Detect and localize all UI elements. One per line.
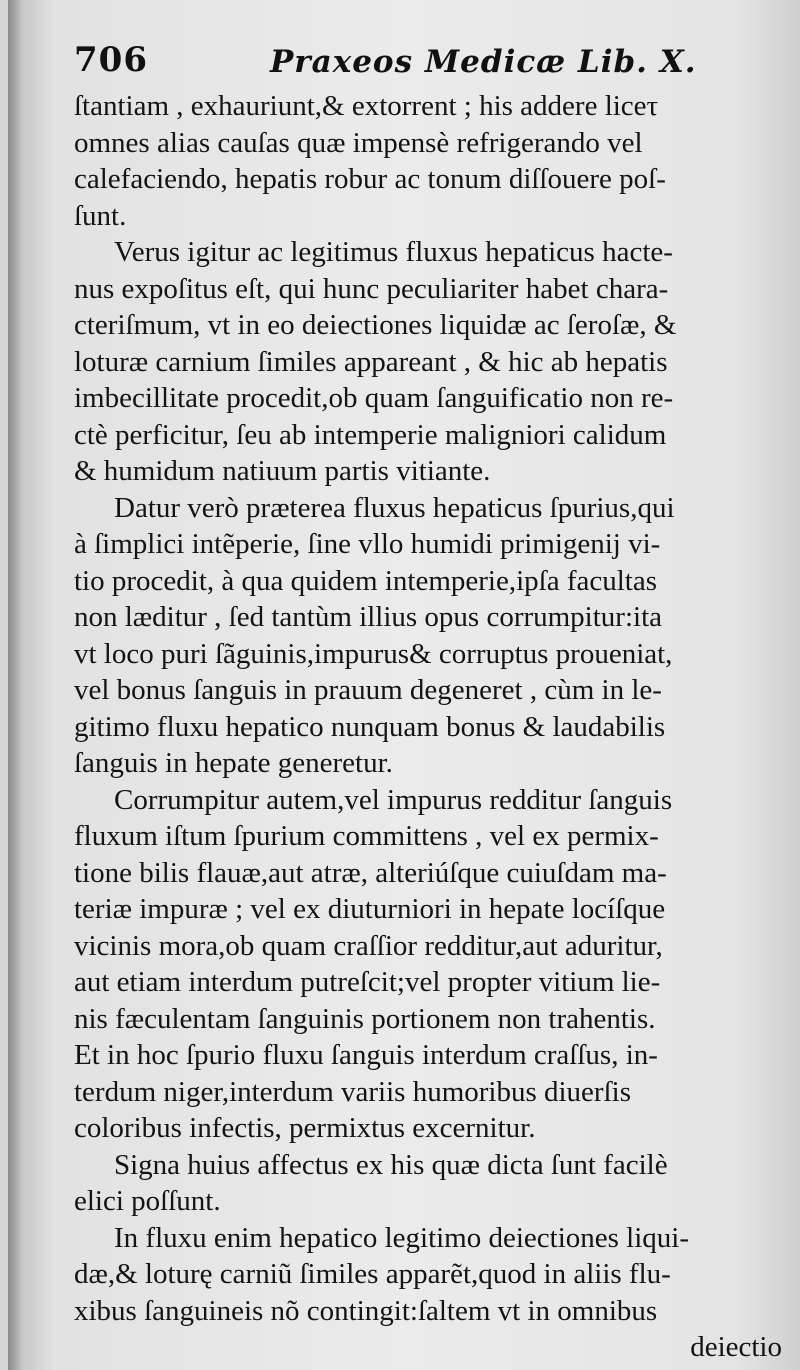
text-line: vel bonus ſanguis in prauum degeneret , cùm in le- <box>74 674 662 706</box>
text-line: In fluxu enim hepatico legitimo deiectiones liqui- <box>114 1221 690 1254</box>
text-line: Corrumpitur autem,vel impurus redditur ſanguis <box>114 783 673 816</box>
text-line: & humidum natiuum partis vitiante. <box>74 455 491 487</box>
text-line: vicinis mora,ob quam craſſior redditur,aut aduritur, <box>74 929 663 962</box>
text-line: vt loco puri ſãguinis,impurus& corruptus proueniat, <box>74 637 673 670</box>
text-line: Datur verò præterea fluxus hepaticus ſpurius,qui <box>114 491 675 524</box>
text-line: Verus igitur ac legitimus fluxus hepaticus hacte- <box>114 236 673 268</box>
text-line: loturæ carnium ſimiles appareant , & hic ab hepatis <box>74 345 668 378</box>
text-line: tio procedit, à qua quidem intemperie,ipſa facultas <box>74 564 658 597</box>
page-header <box>74 40 770 90</box>
text-line: coloribus infectis, permixtus excernitur. <box>74 1112 536 1144</box>
page-gutter-shadow <box>8 0 22 1370</box>
catchword: deiectio <box>690 1331 782 1363</box>
text-line: ſtantiam , exhauriunt,& extorrent ; his addere liceτ <box>74 90 659 122</box>
text-line: cteriſmum, vt in eo deiectiones liquidæ ac ſeroſæ, & <box>74 309 677 341</box>
text-line: imbecillitate procedit,ob quam ſanguificatio non re- <box>74 382 674 414</box>
text-line: gitimo fluxu hepatico nunquam bonus & laudabilis <box>74 710 666 743</box>
text-line: terdum niger,interdum variis humoribus diuerſis <box>74 1075 631 1108</box>
text-line: Et in hoc ſpurio fluxu ſanguis interdum craſſus, in- <box>74 1039 658 1071</box>
page-number: 706 <box>74 40 148 80</box>
text-line: calefaciendo, hepatis robur ac tonum diſſouere poſ- <box>74 163 666 195</box>
text-line: ctè perficitur, ſeu ab intemperie maligniori calidum <box>74 418 667 451</box>
text-line: ſanguis in hepate generetur. <box>74 747 393 779</box>
text-line: aut etiam interdum putreſcit;vel propter vitium lie- <box>74 966 661 998</box>
text-line: teriæ impuræ ; vel ex diuturniori in hepate locíſque <box>74 893 666 925</box>
text-line: elici poſſunt. <box>74 1185 221 1217</box>
text-line: non læditur , ſed tantùm illius opus corrumpitur:ita <box>74 601 663 633</box>
body-text <box>74 88 782 1366</box>
book-page <box>8 0 800 1370</box>
text-line: fluxum iſtum ſpurium committens , vel ex permix- <box>74 820 659 852</box>
text-line: Signa huius affectus ex his quæ dicta ſunt facilè <box>114 1148 668 1181</box>
text-line: dæ,& loturę carniũ ſimiles apparẽt,quod in aliis flu- <box>74 1258 671 1290</box>
text-line: omnes alias cauſas quæ impensè refrigerando vel <box>74 126 643 159</box>
text-line: à ſimplici intẽperie, ſine vllo humidi primigenij vi- <box>74 528 661 560</box>
text-line: xibus ſanguineis nõ contingit:ſaltem vt in omnibus <box>74 1294 658 1327</box>
text-line: ſunt. <box>74 199 127 232</box>
text-line: nis fæculentam ſanguinis portionem non trahentis. <box>74 1002 656 1035</box>
running-head: Praxeos Medicæ Lib. X. <box>270 44 697 80</box>
text-line: tione bilis flauæ,aut atræ, alteriúſque cuiuſdam ma- <box>74 856 667 889</box>
text-line: nus expoſitus eſt, qui hunc peculiariter habet chara- <box>74 272 669 305</box>
